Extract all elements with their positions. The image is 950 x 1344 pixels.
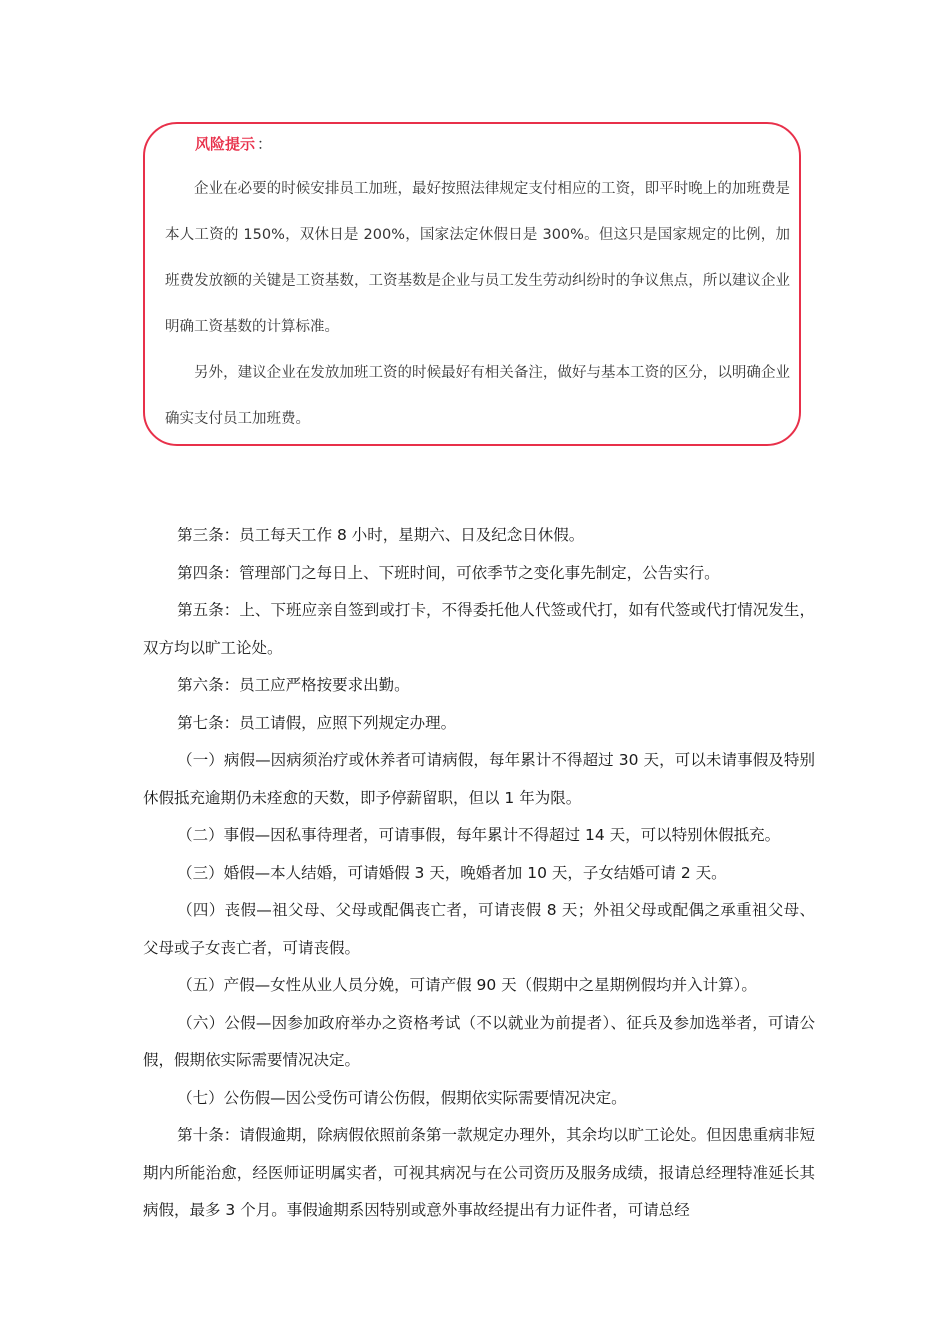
leave-marriage: （三）婚假—本人结婚，可请婚假 3 天，晚婚者加 10 天，子女结婚可请 2 天。	[177, 863, 727, 882]
article-6: 第六条：员工应严格按要求出勤。	[177, 676, 410, 694]
risk-tip-colon: ：	[257, 135, 273, 153]
leave-sick: （一）病假—因病须治疗或休养者可请病假，每年累计不得超过 30 天，可以未请事假及特别休假抵充逾期仍未痊愈的天数，即予停薪留职，但以 1 年为限。	[143, 751, 815, 807]
leave-work-injury: （七）公伤假—因公受伤可请公伤假，假期依实际需要情况决定。	[177, 1088, 627, 1107]
article-4: 第四条：管理部门之每日上、下班时间，可依季节之变化事先制定，公告实行。	[177, 563, 720, 582]
risk-tip-box	[143, 122, 801, 446]
article-10: 第十条：请假逾期，除病假依照前条第一款规定办理外，其余均以旷工论处。但因患重病非短期内所能治愈，经医师证明属实者，可视其病况与在公司资历及服务成绩，报请总经理特准延长其病假，最多 3 个月。事假逾期系因特别或意外事故经提出有力证件者，可请总经	[143, 1126, 815, 1219]
leave-bereavement: （四）丧假—祖父母、父母或配偶丧亡者，可请丧假 8 天；外祖父母或配偶之承重祖父母、父母或子女丧亡者，可请丧假。	[143, 901, 815, 957]
articles-section	[143, 517, 815, 1230]
article-5: 第五条：上、下班应亲自签到或打卡，不得委托他人代签或代打，如有代签或代打情况发生，双方均以旷工论处。	[143, 601, 815, 657]
risk-tip-title	[195, 134, 272, 154]
risk-tip-title-text: 风险提示	[195, 135, 256, 153]
leave-maternity: （五）产假—女性从业人员分娩，可请产假 90 天（假期中之星期例假均并入计算）。	[177, 976, 757, 994]
risk-tip-paragraph: 另外，建议企业在发放加班工资的时候最好有相关备注，做好与基本工资的区分，以明确企业确实支付员工加班费。	[165, 365, 790, 427]
risk-tip-paragraph: 企业在必要的时候安排员工加班，最好按照法律规定支付相应的工资，即平时晚上的加班费是本人工资的 150%，双休日是 200%，国家法定休假日是 300%。但这只是国家规定的比例，加班费发放额的关键是工资基数，工资基数是企业与员工发生劳动纠纷时的争议焦点，所以建议企业明确工资基数的计算标准。	[165, 181, 790, 335]
leave-personal: （二）事假—因私事待理者，可请事假，每年累计不得超过 14 天，可以特别休假抵充。	[177, 826, 781, 844]
risk-tip-body	[165, 166, 790, 442]
article-3: 第三条：员工每天工作 8 小时，星期六、日及纪念日休假。	[177, 526, 585, 544]
article-7: 第七条：员工请假，应照下列规定办理。	[177, 713, 457, 732]
leave-official: （六）公假—因参加政府举办之资格考试（不以就业为前提者）、征兵及参加选举者，可请公假，假期依实际需要情况决定。	[143, 1013, 815, 1069]
